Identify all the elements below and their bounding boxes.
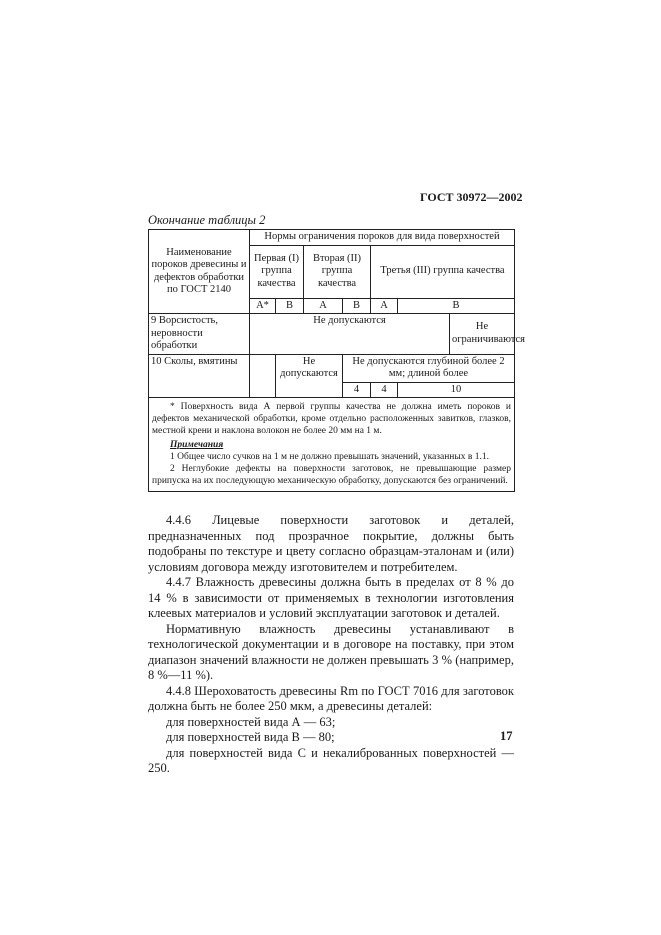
norm-cell: Не ограничиваются bbox=[450, 314, 515, 355]
paragraph: для поверхностей вида А — 63; bbox=[166, 714, 336, 729]
paragraph: для поверхностей вида С и некалиброванных поверхностей — 250. bbox=[148, 745, 514, 775]
defect-name: 10 Сколы, вмятины bbox=[149, 354, 250, 398]
subcol-header: А* bbox=[250, 298, 276, 314]
table-caption: Окончание таблицы 2 bbox=[148, 213, 266, 227]
value-cell: 4 bbox=[343, 382, 371, 398]
group-header: Вторая (II) группа качества bbox=[304, 245, 371, 298]
defect-name: 9 Ворсистость, неровности обработки bbox=[149, 314, 250, 355]
paragraph: 4.4.7 Влажность древесины должна быть в пределах от 8 % до 14 % в зависимости от применяемых в технологии изготовления клеевых материалов и условий эксплуатации заготовок и деталей. bbox=[148, 575, 514, 620]
group-header: Первая (I) группа качества bbox=[250, 245, 304, 298]
paragraph: 4.4.6 Лицевые поверхности заготовок и деталей, предназначенных под прозрачное покрытие, должны быть подобраны по текстуре и цвету согласно образцам-эталонам и (или) условиям договора между изготовителем и потребителем. bbox=[148, 513, 514, 574]
norms-header: Нормы ограничения пороков для вида поверхностей bbox=[250, 230, 515, 246]
defect-name-header: Наименование пороков древесины и дефектов обработки по ГОСТ 2140 bbox=[149, 230, 250, 314]
footnote: * Поверхность вида А первой группы качества не должна иметь пороков и дефектов механической обработки, кроме отдельно расположенных завитков, глазков, местной крени и наклона волокон не более 20 мм на 1 м. bbox=[152, 402, 511, 436]
value-cell: 10 bbox=[398, 382, 515, 398]
note-item: 1 Общее число сучков на 1 м не должно превышать значений, указанных в 1.1. bbox=[170, 452, 490, 462]
subcol-header: В bbox=[398, 298, 515, 314]
value-cell: 4 bbox=[371, 382, 398, 398]
norm-cell: Не допускаются глубиной более 2 мм; длиной более bbox=[343, 354, 515, 382]
subcol-header: А bbox=[371, 298, 398, 314]
notes-row bbox=[149, 398, 515, 492]
table-row bbox=[149, 354, 515, 382]
defects-table bbox=[148, 229, 525, 492]
subcol-header: А bbox=[304, 298, 343, 314]
table-row bbox=[149, 314, 515, 355]
page-number: 17 bbox=[500, 729, 513, 743]
paragraph: Нормативную влажность древесины устанавливают в технологической документации и в договоре на поставку, при этом диапазон значений влажности не должен превышать 3 % (например, 8 %—11 %). bbox=[148, 621, 514, 682]
notes-title: Примечания bbox=[170, 440, 224, 450]
group-header: Третья (III) группа качества bbox=[371, 245, 515, 298]
table-notes bbox=[149, 398, 515, 492]
paragraph: для поверхностей вида В — 80; bbox=[166, 730, 335, 744]
subcol-header: В bbox=[343, 298, 371, 314]
norm-cell: Не допускаются bbox=[276, 354, 343, 398]
empty-cell bbox=[250, 354, 276, 398]
norm-cell: Не допускаются bbox=[250, 314, 450, 355]
note-item: 2 Неглубокие дефекты на поверхности заготовок, не превышающие размер припуска на их последующую механическую обработку, допускаются без ограничений. bbox=[152, 464, 511, 486]
paragraph: 4.4.8 Шероховатость древесины Rm по ГОСТ 7016 для заготовок должна быть не более 250 мкм, а древесины деталей: bbox=[148, 683, 514, 713]
document-code: ГОСТ 30972—2002 bbox=[420, 190, 523, 204]
table-header-row bbox=[149, 230, 515, 246]
subcol-header: В bbox=[276, 298, 304, 314]
body-text bbox=[148, 513, 514, 777]
